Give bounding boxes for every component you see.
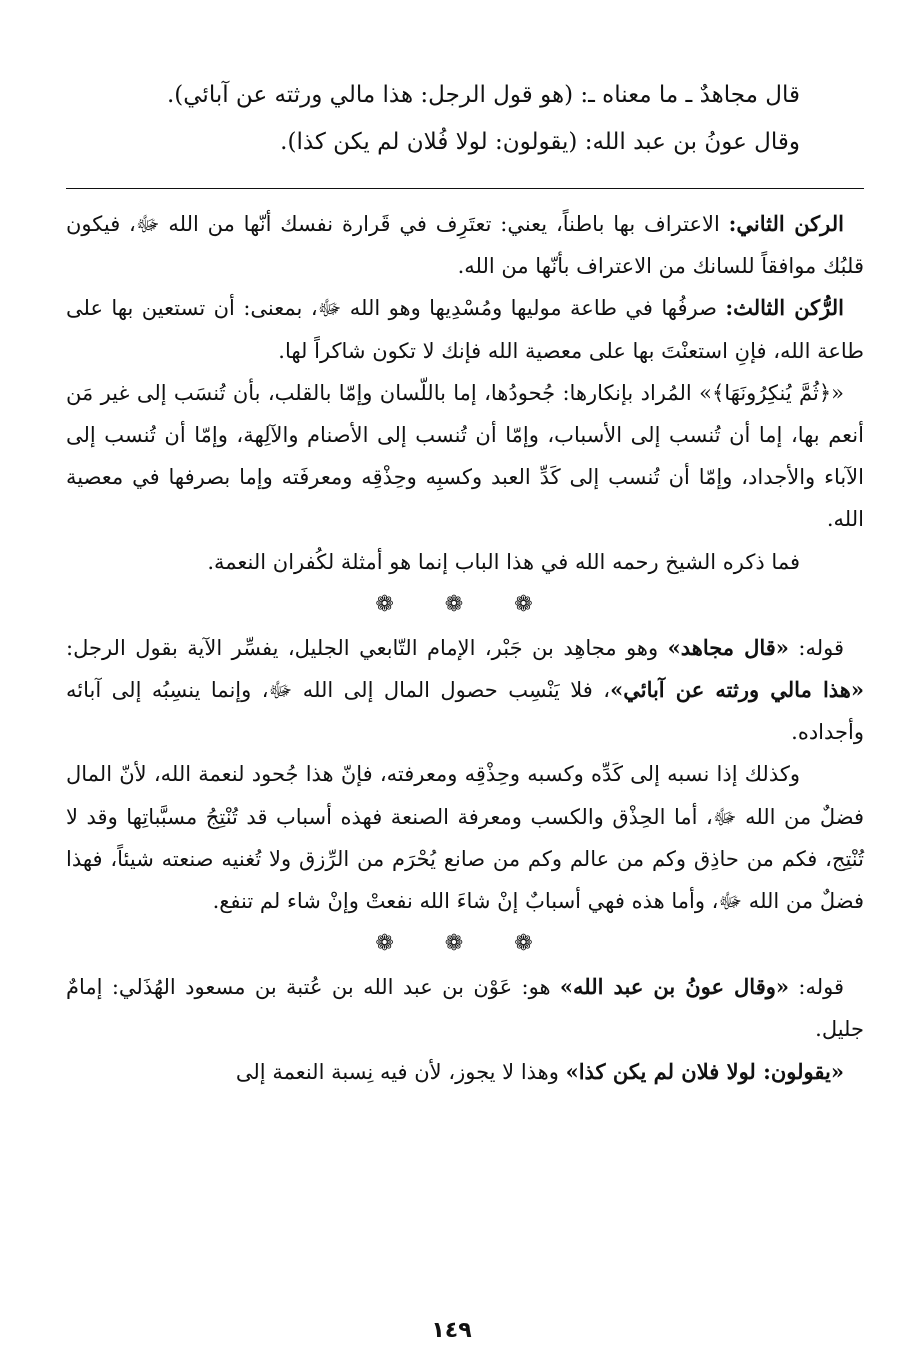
quote-awn: «وقال عونُ بن عبد الله» (559, 974, 789, 1000)
paragraph-mujahid (66, 627, 864, 754)
matn-mujahid: قال مجاهدٌ ـ ما معناه ـ: (هو قول الرجل: هذا مالي ورثته عن آبائي). (166, 82, 800, 108)
paragraph-awn (66, 966, 864, 1050)
divider-line (66, 188, 864, 189)
paragraph-summary: فما ذكره الشيخ رحمه الله في هذا الباب إنما هو أمثلة لكُفران النعمة. (207, 549, 800, 574)
sharh-section (66, 203, 864, 1093)
qawluhu-label: قوله: (788, 635, 845, 660)
mujahid-conclusion: ، فلا يَنْسِب حصول المال إلى الله ﷻ، وإنما ينسِبُه إلى آبائه وأجداده. (66, 678, 864, 745)
paragraph-rukn-2 (66, 203, 864, 287)
rukn-2-text: الاعتراف بها باطناً، يعني: تعتَرِف في قَرارة نفسك أنّها من الله ﷻ، فيكون قلبُك موافقاً للسانك من الاعتراف بأنّها من الله. (66, 212, 864, 279)
matn-awn: وقال عونُ بن عبد الله: (يقولون: لولا فُلان لم يكن كذا). (280, 129, 800, 155)
quote-mujahid: «قال مجاهد» (667, 634, 789, 660)
rukn-2-label: الركن الثاني: (728, 211, 844, 236)
paragraph-rukn-3 (66, 287, 864, 371)
awn-explanation: هو: عَوْن بن عبد الله بن عُتبة بن مسعود الهُذَلي: إمامٌ جليل. (66, 975, 864, 1042)
page-number: ١٤٩ (431, 1318, 472, 1343)
qawluhu-label: قوله: (789, 975, 844, 1000)
paragraph-kadh: وكذلك إذا نسبه إلى كَدِّه وكسبه وحِذْقِه ومعرفته، فإنّ هذا جُحود لنعمة الله، لأنّ المال فضلٌ من الله ﷻ، أما الحِذْق والكسب ومعرفة الصنعة فهذه أسباب قد تُنْتِجُ مسبَّباتِها وقد لا تُنْتِج، فكم من حاذِق وكم من عالم وكم من صانع يُحْرَم من الرِّزق ولا تُغنيه صنعته شيئاً، فهذا فضلٌ من الله ﷻ، وأما هذه فهي أسبابٌ إنْ شاءَ الله نفعتْ وإنْ شاء لم تنفع. (66, 762, 864, 914)
rukn-3-text: صرفُها في طاعة موليها ومُسْدِيها وهو الله ﷻ، بمعنى: أن تستعين بها على طاعة الله، فإنِ استعنْتَ بها على معصية الله فإنك لا تكون شاكراً لها. (66, 296, 864, 363)
quote-yaqulun: «يقولون: لولا فلان لم يكن كذا» (565, 1058, 844, 1084)
section-separator-stars: ❁ ❁ ❁ (375, 591, 555, 617)
page-content (66, 72, 864, 1342)
rukn-3-label: الرُّكن الثالث: (725, 295, 845, 321)
quote-mali: «هذا مالي ورثته عن آبائي» (610, 677, 865, 703)
yaqulun-explanation: وهذا لا يجوز، لأن فيه نِسبة النعمة إلى (235, 1059, 566, 1084)
paragraph-yaqulun (66, 1051, 864, 1093)
paragraph-inkar: «﴿ثُمَّ يُنكِرُونَهَا﴾» المُراد بإنكارها: جُحودُها، إما باللّسان وإمّا بالقلب، بأن تُنسَب إلى غير مَن أنعم بها، إما أن تُنسب إلى الأسباب، وإمّا أن تُنسب إلى الأصنام والآلِهة، وإمّا أن تُنسب إلى الآباء والأجداد، وإمّا أن تُنسب إلى كَدِّ العبد وكسبِه وحِذْقِه ومعرفَته وإما بصرفها في معصية الله. (66, 380, 864, 532)
mujahid-explanation: وهو مجاهِد بن جَبْر، الإمام التّابعي الجليل، يفسِّر الآية بقول الرجل: (66, 635, 668, 660)
matn-section (66, 72, 864, 166)
section-separator-stars: ❁ ❁ ❁ (375, 931, 555, 957)
